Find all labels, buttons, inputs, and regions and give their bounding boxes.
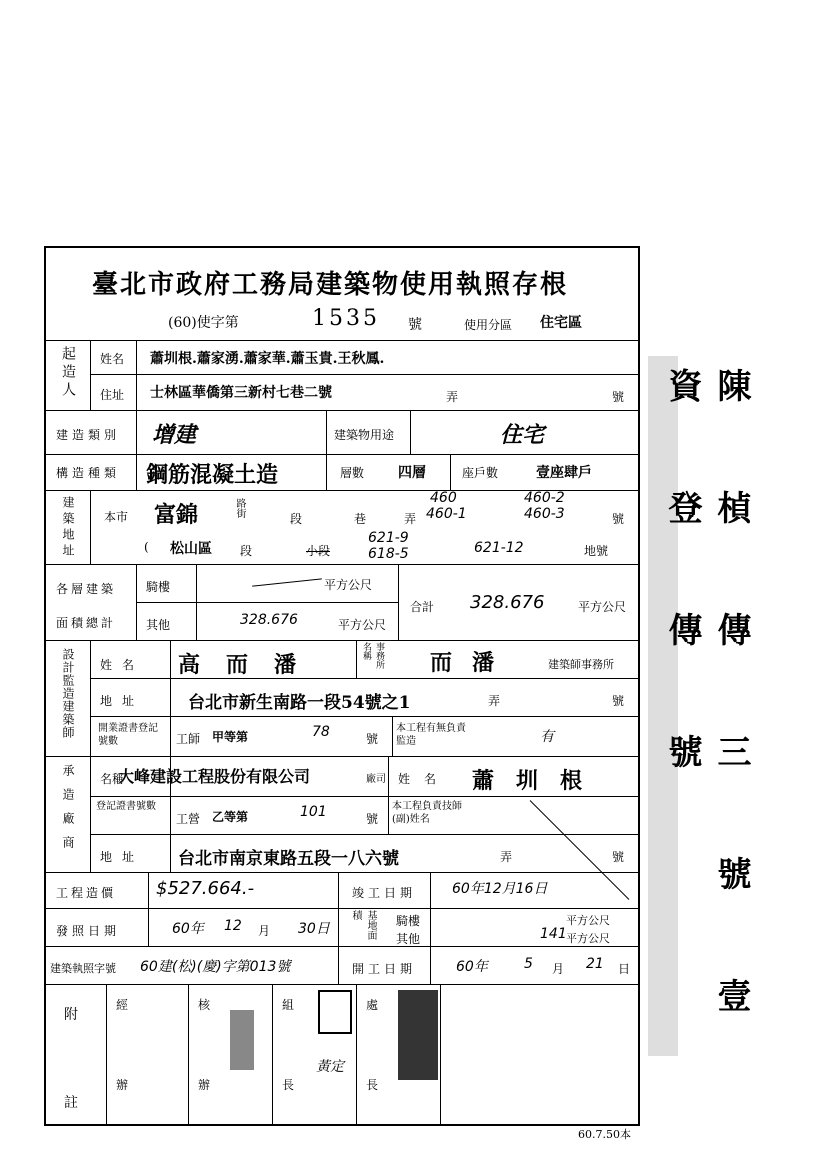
contractor-name-value: 大峰建設工程股份有限公司: [118, 767, 311, 786]
architect-address-label: 地址: [100, 694, 145, 708]
issue-month: 12: [224, 918, 242, 934]
start-month-unit: 月: [552, 962, 565, 976]
signature-name: 黃定: [316, 1059, 344, 1075]
permit-value: 60建(松)(慶)字第013號: [140, 959, 291, 975]
area-total-label: 合計: [410, 600, 435, 614]
contractor-address-tail-2: 號: [612, 850, 625, 864]
contractor-license-suffix: 號: [366, 812, 379, 826]
architect-office-suffix: 建築師事務所: [548, 658, 614, 671]
site-lane-label: 巷: [354, 512, 367, 526]
site-road: 富錦: [154, 502, 199, 528]
approval-seal: [318, 990, 352, 1034]
complete-value: 60年12月16日: [452, 881, 548, 897]
sig-col-3a: 組: [282, 998, 295, 1012]
contractor-address-tail-1: 弄: [500, 850, 513, 864]
architect-license-label: 開業證書登記號數: [98, 723, 158, 747]
applicant-name-value: 蕭圳根.蕭家湧.蕭家華.蕭玉貴.王秋鳳.: [150, 351, 385, 367]
applicant-group-label: 起造人: [60, 346, 76, 400]
start-day-unit: 日: [618, 962, 631, 976]
architect-name-label: 姓名: [100, 658, 145, 672]
contractor-group-label: 承造廠商: [61, 764, 75, 860]
applicant-address-value: 士林區華僑第三新村七巷二號: [150, 385, 332, 401]
architect-name-value: 高而潘: [178, 652, 323, 678]
footer-code: 60.7.50本: [578, 1128, 631, 1141]
handwritten-signature: [230, 1010, 254, 1070]
site-road-unit: 路街: [234, 498, 245, 518]
applicant-address-tail-2: 號: [612, 390, 625, 404]
area-total-unit: 平方公尺: [578, 600, 627, 614]
applicant-address-tail-1: 弄: [446, 390, 459, 404]
architect-supervise-label: 本工程有無負責監造: [396, 723, 466, 747]
contractor-name-suffix: 廠司: [366, 774, 386, 785]
area-other-value: 328.676: [240, 612, 298, 628]
contractor-license-prefix: 工營: [176, 812, 201, 826]
site-number-b: 460-1: [426, 506, 467, 522]
permit-prefix: (60)使字第: [168, 315, 239, 331]
sig-col-1b: 辦: [116, 1078, 129, 1092]
issue-label: 發照日期: [56, 924, 121, 938]
notes-label-1: 附: [64, 1007, 78, 1023]
complete-label: 竣工日期: [352, 886, 417, 900]
contractor-person-value: 蕭圳根: [472, 768, 605, 794]
sched-other-value: 141: [540, 926, 567, 942]
architect-address-tail-1: 弄: [488, 694, 501, 708]
site-number-d: 460-3: [524, 506, 565, 522]
area-arcade-label: 騎樓: [146, 580, 171, 594]
structure-value: 鋼筋混凝土造: [146, 462, 279, 488]
structure-label: 構造種類: [56, 466, 121, 480]
sched-other-label: 其他: [396, 932, 421, 946]
start-month: 5: [524, 956, 533, 972]
area-arcade-unit: 平方公尺: [324, 578, 373, 592]
floors-label: 層數: [340, 466, 365, 480]
sig-col-3b: 長: [282, 1078, 295, 1092]
sig-col-4a: 處: [366, 998, 379, 1012]
contractor-address-label: 地址: [100, 850, 145, 864]
sched-other-unit: 平方公尺: [566, 932, 610, 945]
zone-label: 使用分區: [464, 318, 513, 332]
contractor-person-label: 姓名: [398, 772, 451, 786]
notes-label-2: 註: [64, 1095, 78, 1111]
cost-value: $527.664.-: [156, 878, 255, 899]
site-number-a: 460: [430, 490, 457, 506]
site-lot-section: 段: [240, 544, 253, 558]
architect-office-value: 而潘: [430, 650, 515, 676]
area-group-label-2: 面積總計: [56, 616, 117, 630]
applicant-name-label: 姓名: [100, 352, 125, 366]
contractor-license-label: 登記證書號數: [96, 801, 156, 812]
architect-office-label: 事務所名稱: [361, 642, 384, 669]
zone-value: 住宅區: [540, 315, 582, 331]
architect-supervise-value: 有: [540, 729, 554, 745]
architect-address-tail-2: 號: [612, 694, 625, 708]
contractor-license-grade: 乙等第: [212, 810, 249, 824]
site-lot-label: 地號: [584, 544, 609, 558]
signature-stamp: [398, 990, 438, 1080]
site-lot-subsection: 小段: [306, 544, 331, 558]
issue-day: 30日: [298, 921, 330, 937]
units-value: 壹座肆戶: [536, 465, 592, 481]
category-label: 建造類別: [56, 428, 121, 442]
site-lot-c: 621-12: [474, 540, 524, 556]
site-section-label: 段: [290, 512, 303, 526]
sched-arcade-label: 騎樓: [396, 914, 421, 928]
site-alley-label: 弄: [404, 512, 417, 526]
contractor-address-value: 台北市南京東路五段一八六號: [178, 849, 399, 869]
site-lot-b: 618-5: [368, 546, 409, 562]
contractor-tech-label: 本工程負責技師(副)姓名: [392, 801, 462, 825]
site-area-label: 基地面積: [350, 910, 376, 940]
architect-license-prefix: 工師: [176, 732, 201, 746]
architect-license-grade: 甲等第: [212, 730, 249, 744]
site-number-c: 460-2: [524, 490, 565, 506]
category-value: 增建: [152, 423, 197, 448]
permit-number: 1535: [312, 306, 380, 331]
permit-suffix: 號: [408, 317, 422, 333]
site-city: 本市: [104, 510, 129, 524]
cost-label: 工程造價: [56, 886, 117, 900]
use-label: 建築物用途: [334, 428, 395, 442]
sig-col-2a: 核: [198, 998, 211, 1012]
site-lot-district: 松山區: [170, 541, 212, 557]
permit-label: 建築執照字號: [50, 962, 116, 975]
start-day: 21: [586, 956, 604, 972]
area-other-unit: 平方公尺: [338, 618, 387, 632]
area-group-label-1: 各層建築: [56, 582, 117, 596]
area-other-label: 其他: [146, 618, 171, 632]
floors-value: 四層: [398, 465, 426, 481]
side-text: 陳 楨 傳 三 號 壹 資 登 傳 號: [662, 368, 751, 1036]
applicant-address-label: 住址: [100, 388, 125, 402]
units-label: 座戶數: [462, 466, 499, 480]
architect-license-suffix: 號: [366, 732, 379, 746]
sig-col-4b: 長: [366, 1078, 379, 1092]
site-lot-a: 621-9: [368, 530, 409, 546]
start-label: 開工日期: [352, 962, 417, 976]
start-year: 60年: [456, 959, 488, 975]
use-value: 住宅: [500, 423, 545, 448]
contractor-name-label: 名稱: [100, 772, 125, 786]
issue-month-unit: 月: [258, 924, 271, 938]
contractor-license-no: 101: [300, 804, 327, 820]
site-group-label: 建築地址: [61, 496, 75, 560]
issue-year: 60年: [172, 921, 204, 937]
sig-col-1a: 經: [116, 998, 129, 1012]
sig-col-2b: 辦: [198, 1078, 211, 1092]
architect-address-value: 台北市新生南路一段54號之1: [188, 693, 411, 713]
site-number-label: 號: [612, 512, 625, 526]
architect-group-label: 設計監造建築師: [61, 648, 75, 739]
area-total-value: 328.676: [470, 592, 545, 613]
architect-license-no: 78: [312, 724, 330, 740]
sched-arcade-unit: 平方公尺: [566, 914, 610, 927]
document-title: 臺北市政府工務局建築物使用執照存根: [92, 270, 569, 300]
